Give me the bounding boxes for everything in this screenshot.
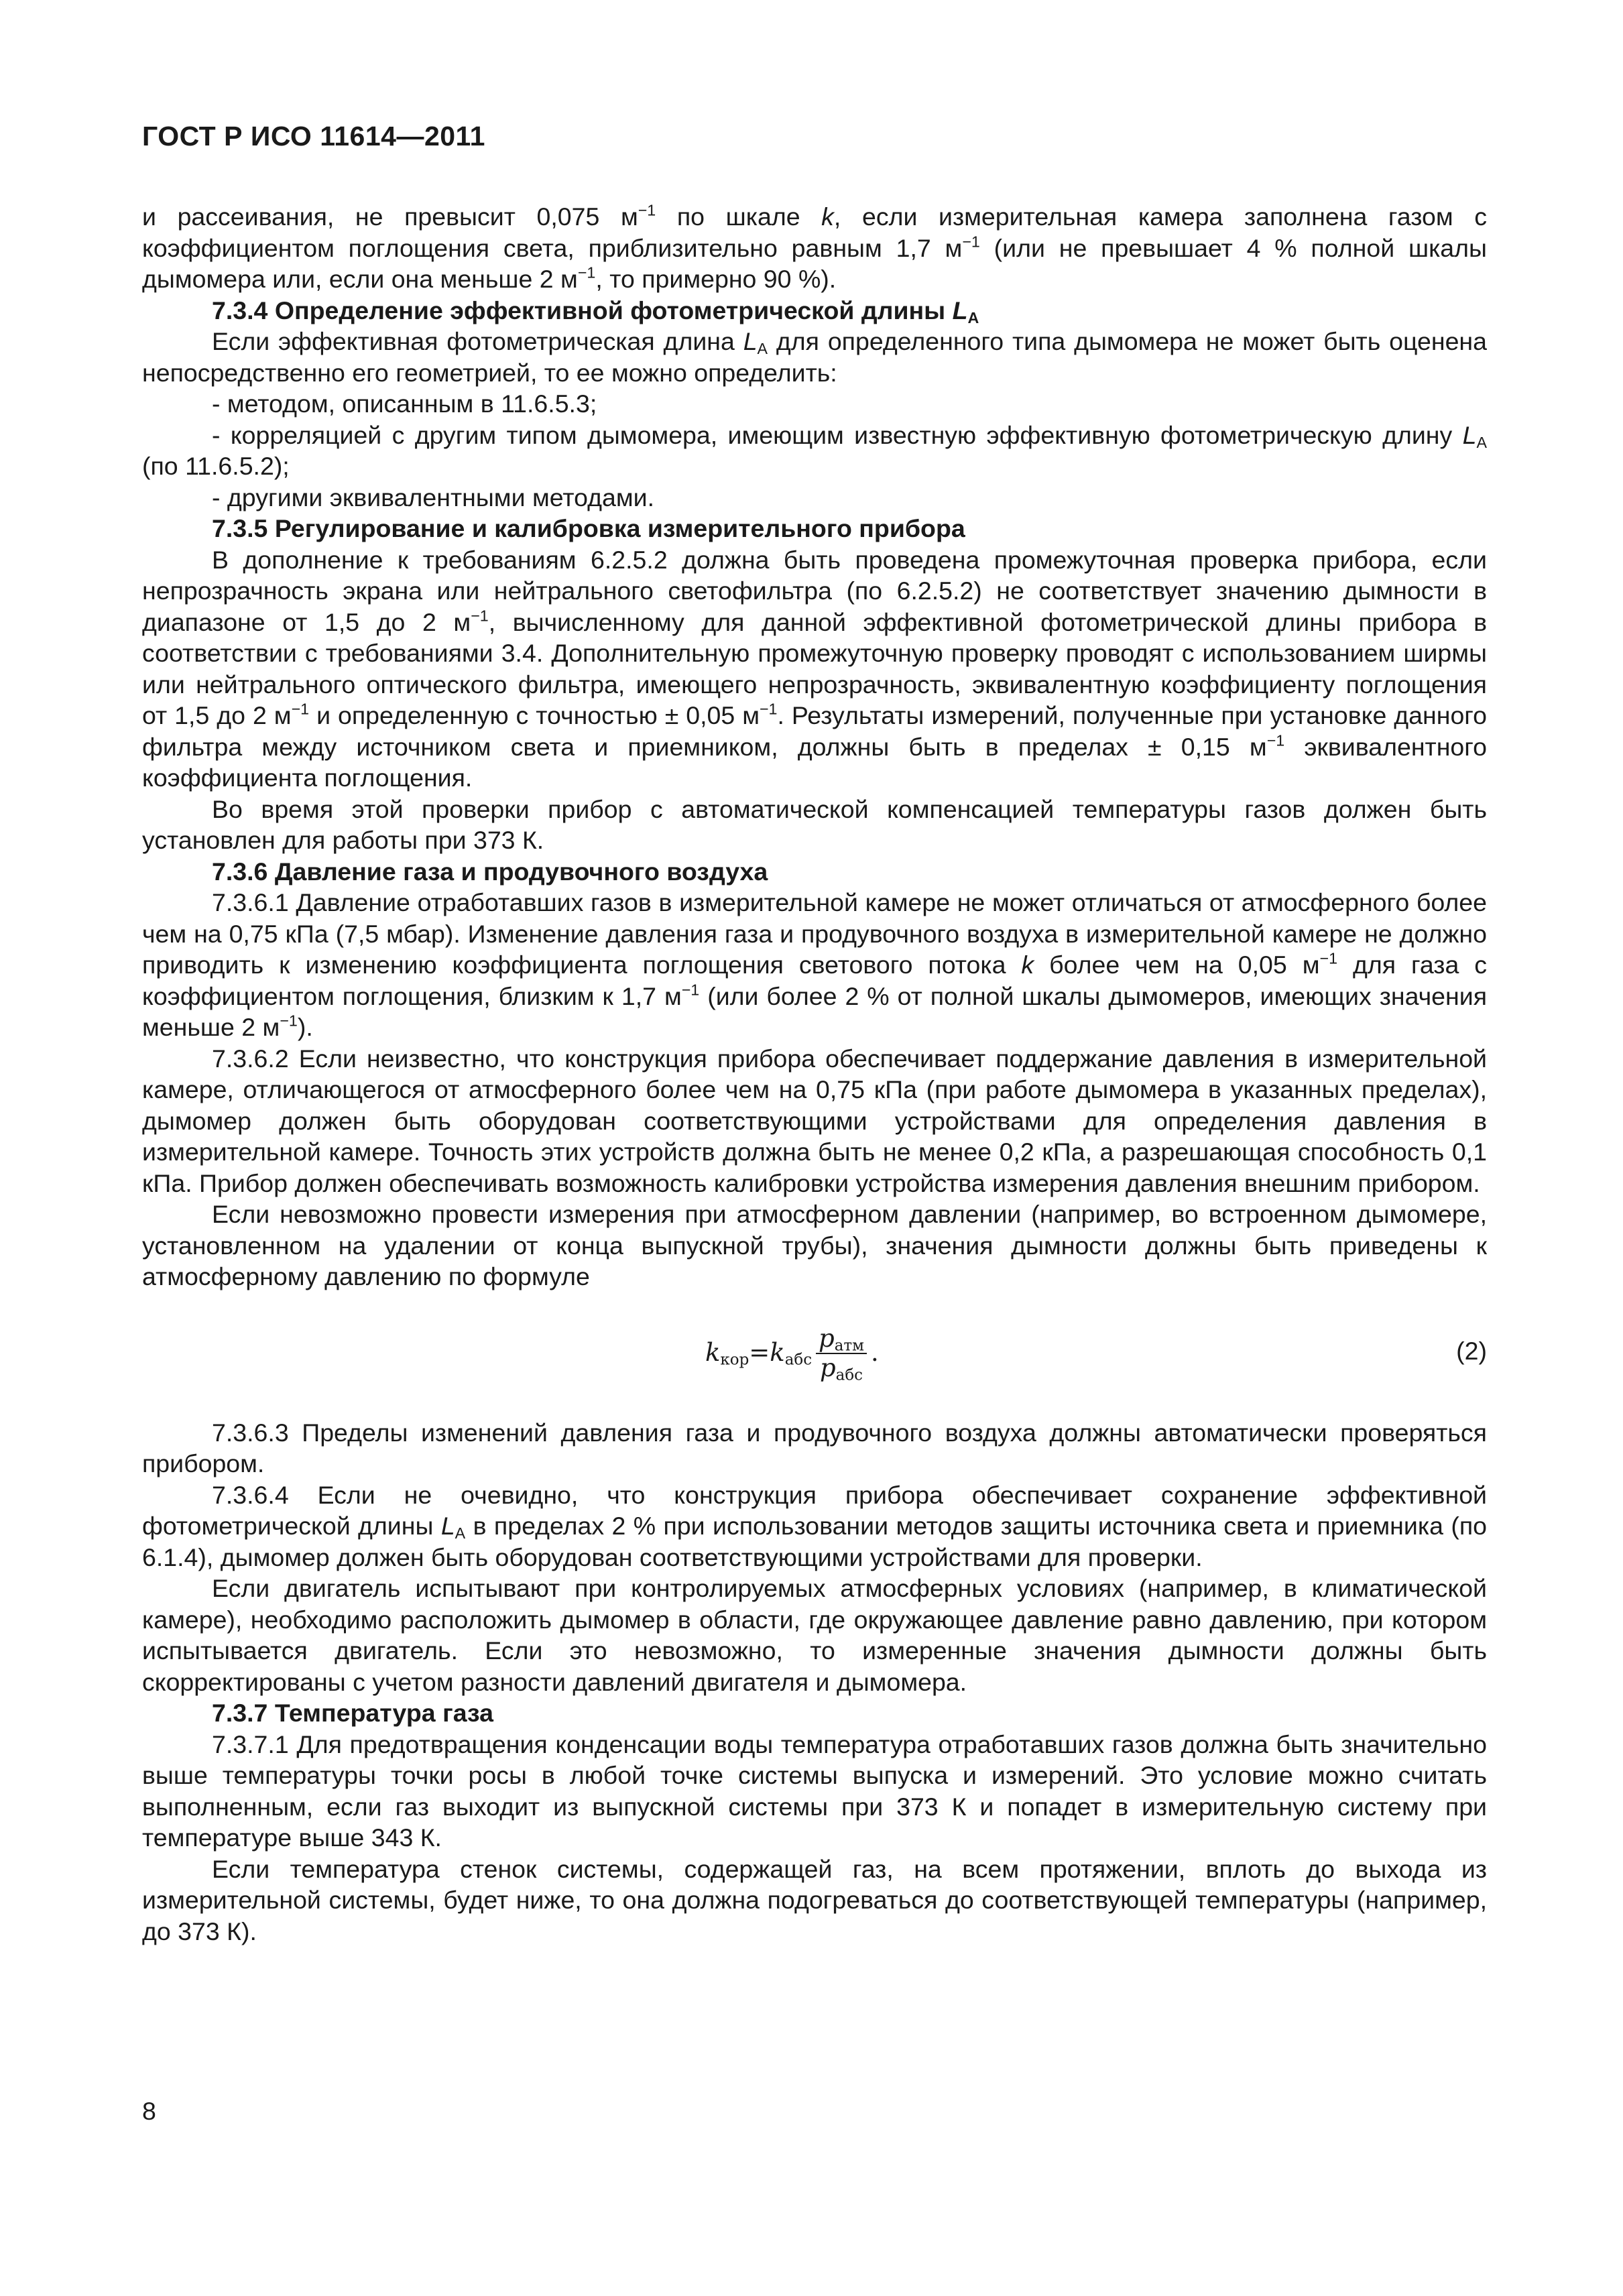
page-number: 8 — [142, 2097, 156, 2125]
section-heading-7-3-4: 7.3.4 Определение эффективной фотометрической длины $L_A$ — [212, 296, 979, 326]
paragraph: Если двигатель испытывают при контролируемых атмосферных условиях (например, в климатической камере), необходимо расположить дымомер в области, где окружающее давление равно давлению, при котором испытывается двигатель. Если это невозможно, то измеренные значения дымности должны быть скорректированы с учетом разности давлений двигателя и дымомера. — [142, 1574, 1487, 1696]
pressure-fraction: $\frac{p_{атм}}{p_{абс}}$ — [816, 1326, 867, 1381]
formula: $k_{кор}$ = $k_{абс}$ $\frac{p_{атм}}{p_{абс}}$ . — [705, 1323, 879, 1384]
paragraph: В дополнение к требованиям 6.2.5.2 должна быть проведена промежуточная проверка прибора, если непрозрачность экрана или нейтрального светофильтра (по 6.2.5.2) не соответствует значению дымности в диапазоне от 1,5 до 2 $м^{-1}$, вычисленному для данной эффективной фотометрической длины прибора в соответствии с требованиями 3.4. Дополнительную промежуточную проверку проводят с использованием ширмы или нейтрального оптического фильтра, имеющего непрозрачность, эквивалентную коэффициенту поглощения от 1,5 до 2 $м^{-1}$ и определенную с точностью ± 0,05 $м^{-1}$. Результаты измерений, полученные при установке данного фильтра между источником света и приемником, должны быть в пределах ± 0,15 $м^{-1}$ эквивалентного коэффициента поглощения. — [142, 545, 1488, 792]
paragraph: 7.3.6.4 Если не очевидно, что конструкция прибора обеспечивает сохранение эффективной фотометрической длины $L_A$ в пределах 2 % при использовании методов защиты источника света и приемника (по 6.1.4), дымомер должен быть оборудован соответствующими устройствами для проверки. — [142, 1480, 1487, 1571]
formula-block — [142, 1306, 1487, 1400]
paragraph: Если температура стенок системы, содержащей газ, на всем протяжении, вплоть до выхода из измерительной системы, будет ниже, то она должна подогреваться до соответствующей температуры (например, до 373 К). — [142, 1854, 1487, 1945]
paragraph: Во время этой проверки прибор с автоматической компенсацией температуры газов должен быть установлен для работы при 373 К. — [142, 794, 1487, 854]
paragraph: Если невозможно провести измерения при атмосферном давлении (например, во встроенном дымомере, установленном на удалении от конца выпускной трубы), значения дымности должны быть приведены к атмосферному давлению по формуле — [142, 1200, 1487, 1290]
section-heading-7-3-7: 7.3.7 Температура газа — [212, 1699, 494, 1727]
section-heading-7-3-6: 7.3.6 Давление газа и продувочного воздуха — [212, 857, 768, 886]
paragraph: Если эффективная фотометрическая длина $L_A$ для определенного типа дымомера не может быть оценена непосредственно его геометрией, то ее можно определить: — [142, 327, 1487, 387]
paragraph: 7.3.6.2 Если неизвестно, что конструкция прибора обеспечивает поддержание давления в измерительной камере, отличающегося от атмосферного более чем на 0,75 кПа (при работе дымомера в указанных пределах), дымомер должен быть оборудован соответствующими устройствами для определения давления в измерительной камере. Точность этих устройств должна быть не менее 0,2 кПа, а разрешающая способность 0,1 кПа. Прибор должен обеспечивать возможность калибровки устройства измерения давления внешним прибором. — [142, 1044, 1487, 1197]
paragraph: 7.3.6.1 Давление отработавших газов в измерительной камере не может отличаться от атмосферного более чем на 0,75 кПа (7,5 мбар). Изменение давления газа и продувочного воздуха в измерительной камере не должно приводить к изменению коэффициента поглощения светового потока k более чем на 0,05 $м^{-1}$ для газа с коэффициентом поглощения, близким к 1,7 $м^{-1}$ (или более 2 % от полной шкалы дымомеров, имеющих значения меньше 2 $м^{-1}$). — [142, 888, 1488, 1041]
equation-number: (2) — [1456, 1336, 1487, 1365]
standard-header: ГОСТ Р ИСО 11614—2011 — [142, 121, 485, 152]
document-body — [142, 201, 1487, 1947]
paragraph: 7.3.7.1 Для предотвращения конденсации воды температура отработавших газов должна быть значительно выше температуры точки росы в любой точке системы выпуска и измерений. Это условие можно считать выполненным, если газ выходит из выпускной системы при 373 К и попадет в измерительную систему при температуре выше 343 К. — [142, 1730, 1487, 1852]
list-item: - корреляцией с другим типом дымомера, имеющим известную эффективную фотометрическую длину $L_A$ (по 11.6.5.2); — [142, 420, 1487, 480]
section-heading-7-3-5: 7.3.5 Регулирование и калибровка измерительного прибора — [212, 514, 965, 542]
list-item: - методом, описанным в 11.6.5.3; — [212, 389, 597, 418]
list-item: - другими эквивалентными методами. — [212, 483, 655, 511]
paragraph: 7.3.6.3 Пределы изменений давления газа и продувочного воздуха должны автоматически проверяться прибором. — [142, 1418, 1487, 1477]
paragraph-continuation: и рассеивания, не превысит 0,075 $м^{-1}$ по шкале k, если измерительная камера заполнена газом с коэффициентом поглощения света, приблизительно равным 1,7 $м^{-1}$ (или не превышает 4 % полной шкалы дымомера или, если она меньше 2 $м^{-1}$, то примерно 90 %). — [142, 201, 1487, 293]
